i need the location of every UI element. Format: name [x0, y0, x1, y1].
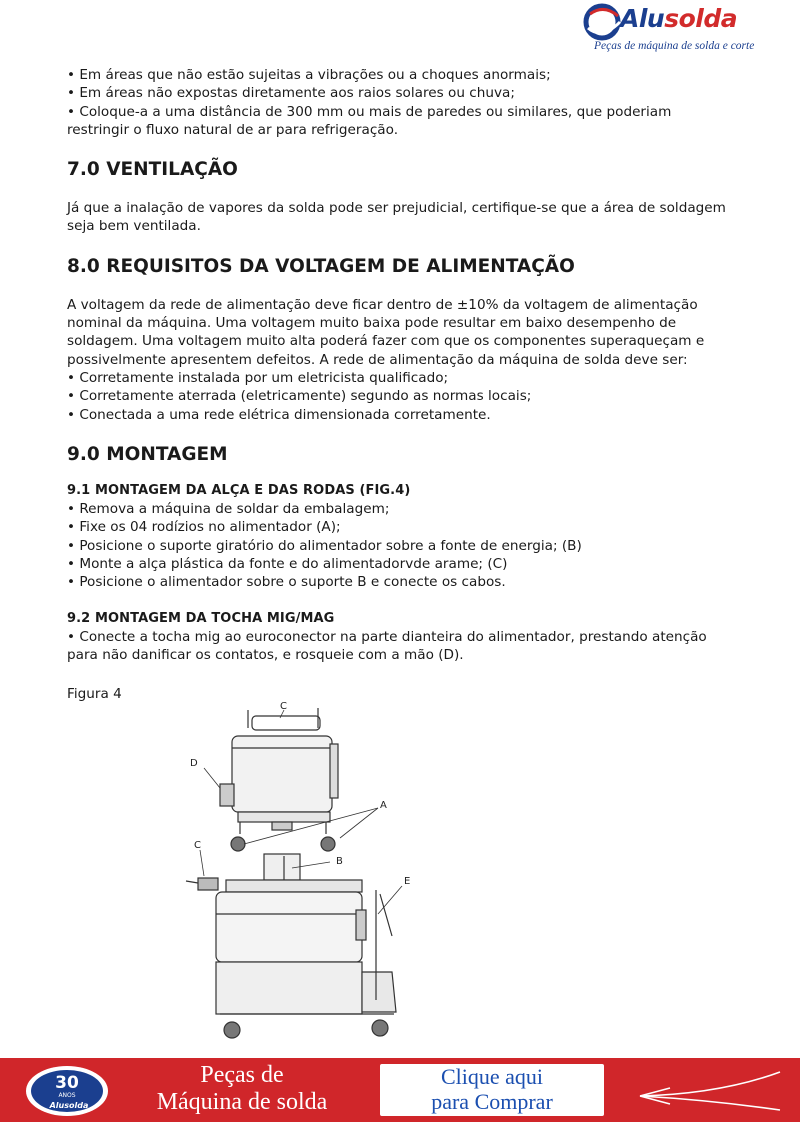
buy-button-line-1: Clique aqui [440, 1064, 544, 1089]
anniversary-badge [24, 1064, 110, 1118]
section-9-1-bullet-5: • Posicione o alimentador sobre o suporte B e conecte os cabos. [67, 573, 733, 591]
logo-tagline: Peças de máquina de solda e corte [594, 40, 755, 52]
badge-brand: Alusolda [49, 1101, 89, 1110]
promo-banner [0, 1058, 800, 1122]
section-9-1-title: 9.1 MONTAGEM DA ALÇA E DAS RODAS (FIG.4) [67, 482, 411, 498]
section-8-bullet-2: • Corretamente aterrada (eletricamente) segundo as normas locais; [67, 387, 733, 405]
section-7-body: Já que a inalação de vapores da solda pode ser prejudicial, certifique-se que a área de soldagem seja bem ventilada. [67, 200, 726, 235]
brand-logo [580, 2, 795, 58]
label-c-top: C [280, 701, 287, 712]
section-9-2-bullet-1: • Conecte a tocha mig ao euroconector na parte dianteira do alimentador, prestando atenção para não danificar os contatos, e rosqueie com a mão (D). [67, 628, 733, 665]
banner-headline [132, 1062, 352, 1116]
label-c-left: C [194, 840, 201, 851]
section-9-title: 9.0 MONTAGEM [67, 443, 228, 465]
intro-bullet-3: • Coloque-a a uma distância de 300 mm ou mais de paredes ou similares, que poderiam restringir o fluxo natural de ar para refrigeração. [67, 103, 733, 140]
section-9-1-bullet-3: • Posicione o suporte giratório do alimentador sobre a fonte de energia; (B) [67, 537, 733, 555]
logo-wordmark: Alusolda [620, 4, 738, 33]
figure-4-diagram [180, 700, 420, 1048]
section-9-2-title: 9.2 MONTAGEM DA TOCHA MIG/MAG [67, 610, 335, 626]
label-a: A [380, 800, 387, 811]
buy-button-line-2: para Comprar [431, 1089, 553, 1114]
section-9-1-bullet-4: • Monte a alça plástica da fonte e do alimentadorvde arame; (C) [67, 555, 733, 573]
figure-caption: Figura 4 [67, 685, 122, 702]
label-b: B [336, 856, 343, 867]
banner-line-1: Peças de [200, 1062, 284, 1088]
label-d: D [190, 758, 198, 769]
badge-sub: ANOS [58, 1092, 76, 1099]
badge-number: 30 [55, 1073, 79, 1093]
section-9-1-bullet-2: • Fixe os 04 rodízios no alimentador (A); [67, 518, 733, 536]
intro-bullet-2: • Em áreas não expostas diretamente aos raios solares ou chuva; [67, 84, 733, 102]
section-8-bullet-1: • Corretamente instalada por um eletricista qualificado; [67, 369, 733, 387]
label-e: E [404, 876, 411, 887]
section-8-bullet-3: • Conectada a uma rede elétrica dimensionada corretamente. [67, 406, 733, 424]
section-9-1-bullet-1: • Remova a máquina de soldar da embalagem; [67, 500, 733, 518]
document-body [67, 66, 733, 703]
banner-line-2: Máquina de solda [156, 1089, 328, 1115]
section-7-title: 7.0 VENTILAÇÃO [67, 159, 238, 181]
section-8-body: A voltagem da rede de alimentação deve ficar dentro de ±10% da voltagem de alimentação nominal da máquina. Uma voltagem muito baixa pode resultar em baixo desempenho de soldagem. Uma voltagem muito alta poderá fazer com que os componentes superaqueçam e possivelmente apresentem defeitos. A rede de alimentação da máquina de solda deve ser: [67, 296, 705, 368]
intro-bullet-1: • Em áreas que não estão sujeitas a vibrações ou a choques anormais; [67, 66, 733, 84]
section-8-title: 8.0 REQUISITOS DA VOLTAGEM DE ALIMENTAÇÃO [67, 255, 575, 277]
buy-button[interactable] [380, 1064, 604, 1116]
arrow-left-icon [630, 1064, 790, 1116]
